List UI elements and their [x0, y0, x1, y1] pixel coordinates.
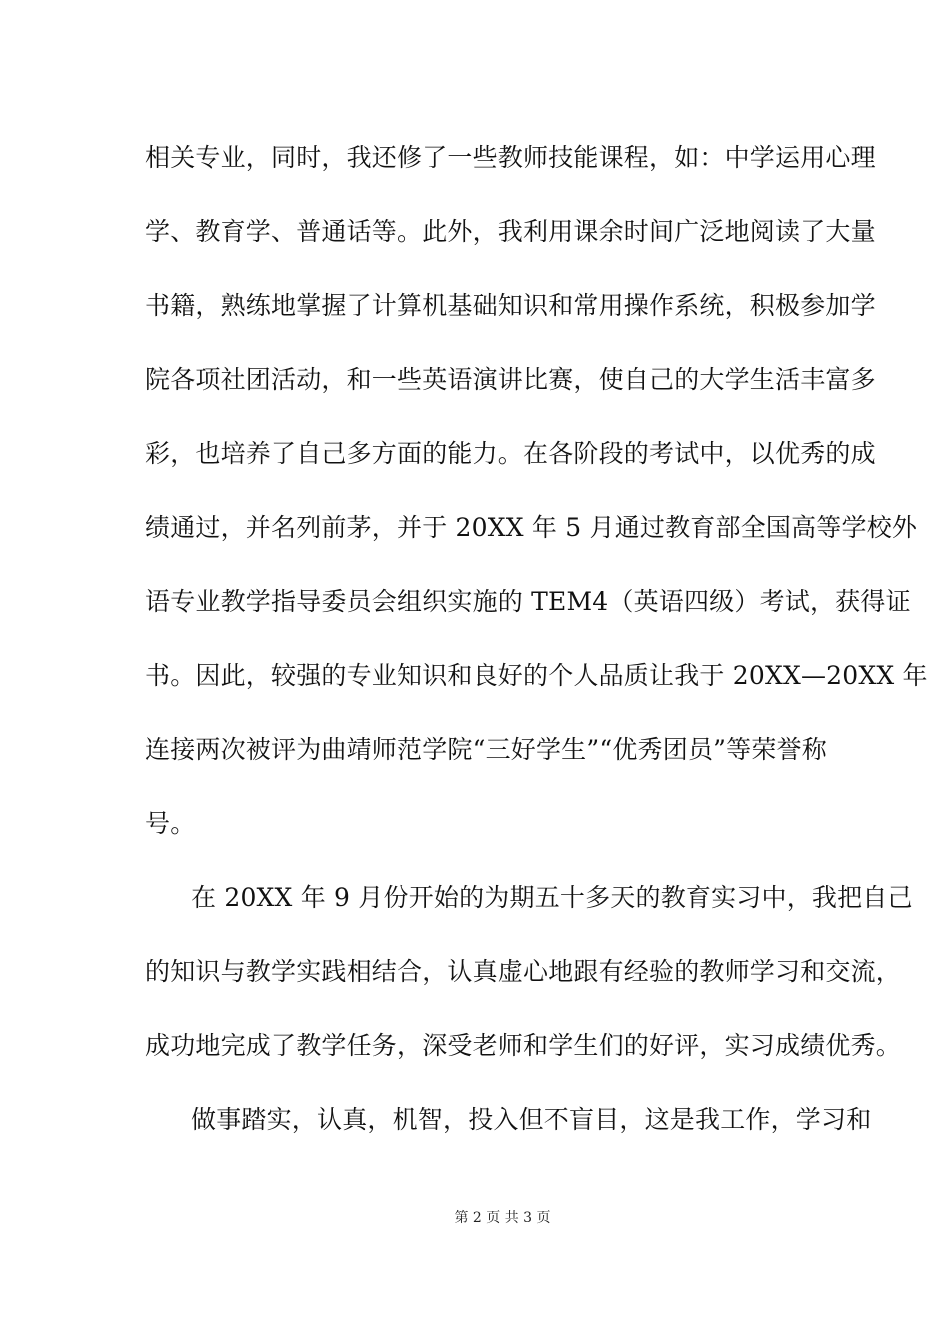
text-line: 的知识与教学实践相结合，认真虚心地跟有经验的教师学习和交流，	[145, 957, 902, 986]
text-line: 连接两次被评为曲靖师范学院“三好学生”“优秀团员”等荣誉称	[145, 735, 827, 764]
page-footer	[0, 1207, 950, 1227]
text-line: 书。因此，较强的专业知识和良好的个人品质让我于 20XX—20XX 年	[145, 661, 928, 690]
paragraph-start-line: 做事踏实，认真，机智，投入但不盲目，这是我工作，学习和	[191, 1105, 872, 1134]
text-line: 相关专业，同时，我还修了一些教师技能课程，如：中学运用心理	[145, 143, 876, 172]
page-number: 第 2 页 共 3 页	[454, 1210, 551, 1226]
text-line: 号。	[145, 809, 196, 838]
text-line: 学、教育学、普通话等。此外，我利用课余时间广泛地阅读了大量	[145, 217, 876, 246]
text-line: 院各项社团活动，和一些英语演讲比赛，使自己的大学生活丰富多	[145, 365, 876, 394]
text-line: 成功地完成了教学任务，深受老师和学生们的好评，实习成绩优秀。	[145, 1031, 902, 1060]
body-text	[145, 130, 928, 1166]
text-line: 语专业教学指导委员会组织实施的 TEM4（英语四级）考试，获得证	[145, 587, 911, 616]
text-line: 彩，也培养了自己多方面的能力。在各阶段的考试中，以优秀的成	[145, 439, 876, 468]
text-line: 绩通过，并名列前茅，并于 20XX 年 5 月通过教育部全国高等学校外	[145, 513, 918, 542]
paragraph-start-line: 在 20XX 年 9 月份开始的为期五十多天的教育实习中，我把自己	[191, 883, 913, 912]
text-line: 书籍，熟练地掌握了计算机基础知识和常用操作系统，积极参加学	[145, 291, 876, 320]
